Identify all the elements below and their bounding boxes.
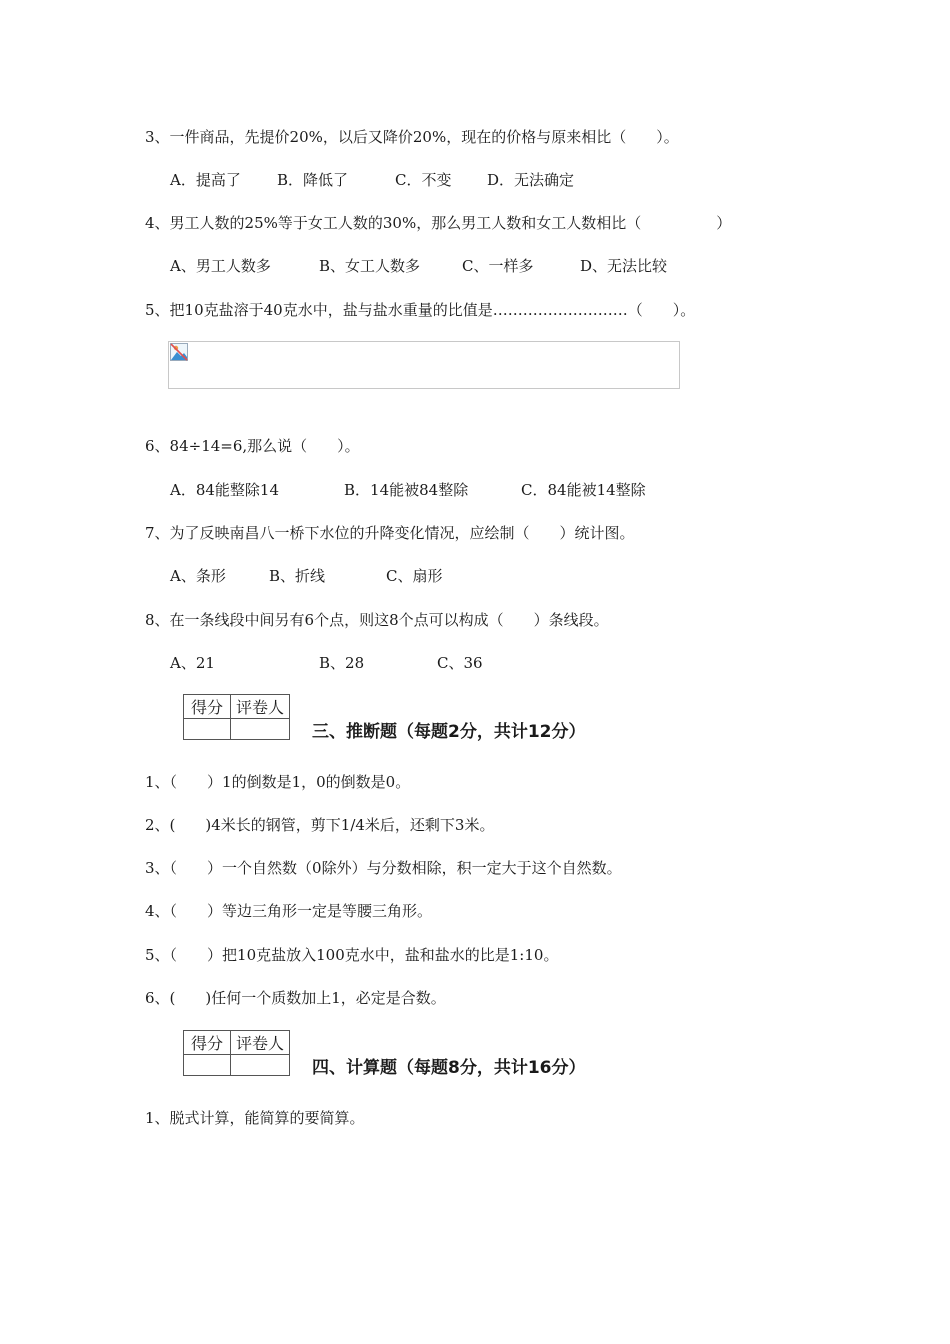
sec3-item-2: 2、( )4米长的钢管，剪下1/4米后，还剩下3米。 <box>145 816 495 834</box>
sec3-item-1: 1、（ ）1的倒数是1，0的倒数是0。 <box>145 773 411 791</box>
sec3-item-3: 3、（ ）一个自然数（0除外）与分数相除，积一定大于这个自然数。 <box>145 859 622 877</box>
grader-label: 评卷人 <box>231 695 290 719</box>
score-box-sec3 <box>183 694 290 740</box>
sec3-item-5: 5、（ ）把10克盐放入100克水中，盐和盐水的比是1:10。 <box>145 946 559 964</box>
section-4-title: 四、计算题（每题8分，共计16分） <box>312 1058 586 1078</box>
q7-option-c: C、扇形 <box>386 567 443 585</box>
q3-option-a: A．提高了 <box>170 171 241 189</box>
q7-option-b: B、折线 <box>269 567 326 585</box>
q8-option-a: A、21 <box>170 654 215 672</box>
question-8: 8、在一条线段中间另有6个点，则这8个点可以构成（ ）条线段。 <box>145 611 609 629</box>
section-3-title: 三、推断题（每题2分，共计12分） <box>312 722 586 742</box>
score-label: 得分 <box>184 695 231 719</box>
q8-option-c: C、36 <box>437 654 483 672</box>
grader-label: 评卷人 <box>231 1031 290 1055</box>
q6-option-b: B．14能被84整除 <box>344 481 469 499</box>
q6-option-c: C．84能被14整除 <box>521 481 646 499</box>
q4-option-a: A、男工人数多 <box>170 257 271 275</box>
question-6: 6、84÷14=6,那么说（ ）。 <box>145 437 360 455</box>
score-box-sec4 <box>183 1030 290 1076</box>
question-4: 4、男工人数的25%等于女工人数的30%，那么男工人数和女工人数相比（ ） <box>145 214 732 232</box>
broken-image-placeholder <box>168 341 680 389</box>
q7-option-a: A、条形 <box>170 567 226 585</box>
score-cell[interactable] <box>184 1055 231 1076</box>
q4-option-d: D、无法比较 <box>580 257 668 275</box>
question-3: 3、一件商品，先提价20%，以后又降价20%，现在的价格与原来相比（ ）。 <box>145 128 679 146</box>
q3-option-d: D．无法确定 <box>487 171 575 189</box>
q4-option-b: B、女工人数多 <box>319 257 421 275</box>
sec4-item-1: 1、脱式计算，能简算的要简算。 <box>145 1109 365 1127</box>
q4-option-c: C、一样多 <box>462 257 534 275</box>
question-7: 7、为了反映南昌八一桥下水位的升降变化情况，应绘制（ ）统计图。 <box>145 524 635 542</box>
sec3-item-4: 4、（ ）等边三角形一定是等腰三角形。 <box>145 902 433 920</box>
q8-option-b: B、28 <box>319 654 365 672</box>
sec3-item-6: 6、( )任何一个质数加上1，必定是合数。 <box>145 989 446 1007</box>
broken-image-icon <box>170 343 188 361</box>
q6-option-a: A．84能整除14 <box>170 481 280 499</box>
score-label: 得分 <box>184 1031 231 1055</box>
q3-option-c: C．不变 <box>395 171 452 189</box>
score-cell[interactable] <box>184 719 231 740</box>
grader-cell[interactable] <box>231 719 290 740</box>
q3-option-b: B．降低了 <box>277 171 349 189</box>
grader-cell[interactable] <box>231 1055 290 1076</box>
question-5: 5、把10克盐溶于40克水中，盐与盐水重量的比值是………………………（ ）。 <box>145 301 696 319</box>
